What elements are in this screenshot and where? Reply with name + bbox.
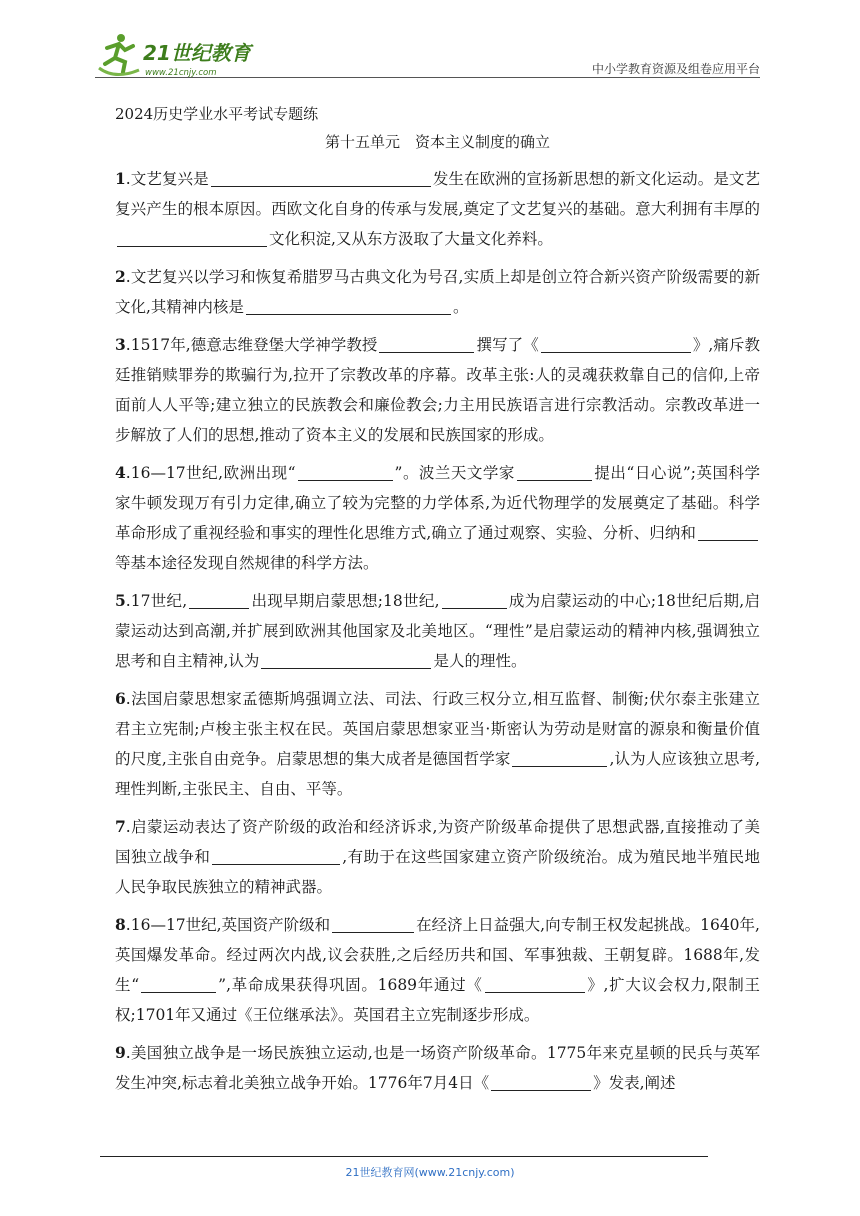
question-text: 》,痛斥教廷推销赎罪券的欺骗行为,拉开了宗教改革的序幕。改革主张:人的灵魂获救靠自己的信仰,上帝面前人人平等;建立独立的民族教会和廉俭教会;力主用民族语言进行宗教活动。宗教改革进一步解放了人们的思想,推动了资本主义的发展和民族国家的形成。 <box>115 336 760 444</box>
platform-name: 中小学教育资源及组卷应用平台 <box>591 62 760 76</box>
question-6 <box>115 684 760 804</box>
question-text: ,认为人应该独立思考,理性判断,主张民主、自由、平等。 <box>115 750 760 798</box>
answer-blank[interactable] <box>189 590 249 609</box>
question-5 <box>115 586 760 676</box>
question-text: 文化积淀,又从东方汲取了大量文化养料。 <box>269 230 553 248</box>
footer-divider <box>100 1156 708 1157</box>
question-text: .16—17世纪,英国资产阶级和 <box>125 916 331 934</box>
answer-blank[interactable] <box>261 650 431 669</box>
answer-blank[interactable] <box>698 522 758 541</box>
question-text: .启蒙运动表达了资产阶级的政治和经济诉求,为资产阶级革命提供了思想武器,直接推动了美国独立战争和 <box>115 818 760 866</box>
document-title: 2024历史学业水平考试专题练 <box>115 105 319 123</box>
question-text: 》发表,阐述 <box>593 1074 676 1092</box>
question-9 <box>115 1038 760 1098</box>
answer-blank[interactable] <box>141 974 216 993</box>
answer-blank[interactable] <box>117 228 267 247</box>
answer-blank[interactable] <box>212 846 340 865</box>
question-text: ”。波兰天文学家 <box>394 464 515 482</box>
question-text: 成为启蒙运动的中心;18世纪后期,启蒙运动达到高潮,并扩展到欧洲其他国家及北美地区。“理性”是启蒙运动的精神内核,强调独立思考和自主精神,认为 <box>115 592 761 670</box>
unit-title: 第十五单元 资本主义制度的确立 <box>324 133 550 151</box>
answer-blank[interactable] <box>246 296 451 315</box>
question-text: 等基本途径发现自然规律的科学方法。 <box>115 554 379 572</box>
question-7 <box>115 812 760 902</box>
question-text: .文艺复兴以学习和恢复希腊罗马古典文化为号召,实质上却是创立符合新兴资产阶级需要的新文化,其精神内核是 <box>115 268 760 316</box>
page-header <box>95 30 760 82</box>
question-text: .16—17世纪,欧洲出现“ <box>125 464 296 482</box>
question-text: .法国启蒙思想家孟德斯鸠强调立法、司法、行政三权分立,相互监督、制衡;伏尔泰主张建立君主立宪制;卢梭主张主权在民。英国启蒙思想家亚当·斯密认为劳动是财富的源泉和衡量价值的尺度,主张自由竞争。启蒙思想的集大成者是德国哲学家 <box>115 690 760 768</box>
question-1 <box>115 164 760 254</box>
question-8 <box>115 910 760 1030</box>
question-text: 出现早期启蒙思想;18世纪, <box>251 592 440 610</box>
question-number: 4 <box>115 463 126 482</box>
answer-blank[interactable] <box>298 462 393 481</box>
header-divider <box>95 77 760 78</box>
logo-title: 21世纪教育 <box>143 41 251 65</box>
answer-blank[interactable] <box>442 590 507 609</box>
question-4 <box>115 458 760 578</box>
answer-blank[interactable] <box>485 974 585 993</box>
question-number: 9 <box>115 1043 126 1062</box>
question-text: .美国独立战争是一场民族独立运动,也是一场资产阶级革命。1775年来克星顿的民兵与英军发生冲突,标志着北美独立战争开始。1776年7月4日《 <box>115 1044 760 1092</box>
answer-blank[interactable] <box>541 334 691 353</box>
question-number: 8 <box>115 915 126 934</box>
question-number: 1 <box>115 169 126 188</box>
question-number: 6 <box>115 689 126 708</box>
answer-blank[interactable] <box>491 1072 591 1091</box>
question-text: 》,扩大议会权力,限制王权;1701年又通过《王位继承法》。英国君主立宪制逐步形成。 <box>115 976 760 1024</box>
site-logo <box>95 30 265 82</box>
question-text: 提出“日心说”;英国科学家牛顿发现万有引力定律,确立了较为完整的力学体系,为近代物理学的发展奠定了基础。科学革命形成了重视经验和事实的理性化思维方式,确立了通过观察、实验、分析、归纳和 <box>115 464 760 542</box>
question-number: 5 <box>115 591 126 610</box>
logo-url: www.21cnjy.com <box>145 68 217 78</box>
question-text: ,有助于在这些国家建立资产阶级统治。成为殖民地半殖民地人民争取民族独立的精神武器。 <box>115 848 760 896</box>
answer-blank[interactable] <box>379 334 474 353</box>
question-number: 2 <box>115 267 126 286</box>
answer-blank[interactable] <box>517 462 592 481</box>
document-body <box>115 100 760 1106</box>
question-text: 在经济上日益强大,向专制王权发起挑战。1640年,英国爆发革命。经过两次内战,议会获胜,之后经历共和国、军事独裁、王朝复辟。1688年,发生“ <box>115 916 760 994</box>
question-text: .17世纪, <box>125 592 188 610</box>
question-text: ”,革命成果获得巩固。1689年通过《 <box>218 976 483 994</box>
question-list <box>115 164 760 1098</box>
answer-blank[interactable] <box>211 168 431 187</box>
question-text: .文艺复兴是 <box>125 170 209 188</box>
runner-icon <box>99 34 139 75</box>
page-footer: 21世纪教育网(www.21cnjy.com) <box>345 1166 515 1179</box>
question-text: 撰写了《 <box>476 336 539 354</box>
answer-blank[interactable] <box>512 748 607 767</box>
question-text: .1517年,德意志维登堡大学神学教授 <box>125 336 378 354</box>
question-number: 7 <box>115 817 126 836</box>
question-3 <box>115 330 760 450</box>
question-number: 3 <box>115 335 126 354</box>
answer-blank[interactable] <box>332 914 414 933</box>
question-2 <box>115 262 760 322</box>
question-text: 是人的理性。 <box>433 652 527 670</box>
question-text: 发生在欧洲的宣扬新思想的新文化运动。是文艺复兴产生的根本原因。西欧文化自身的传承与发展,奠定了文艺复兴的基础。意大利拥有丰厚的 <box>115 170 760 218</box>
question-text: 。 <box>452 298 469 316</box>
